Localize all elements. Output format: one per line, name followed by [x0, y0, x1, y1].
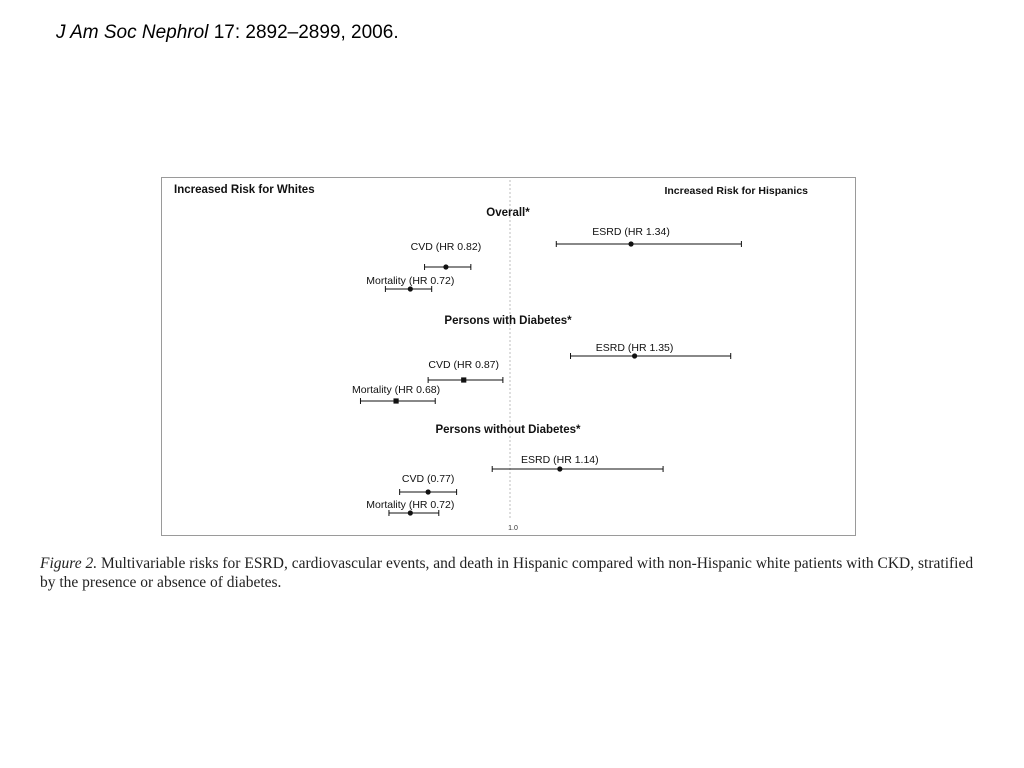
- row-label: Mortality (HR 0.68): [352, 384, 441, 396]
- hr-point: [408, 510, 413, 515]
- row-label: CVD (0.77): [401, 473, 455, 485]
- hr-point: [461, 377, 466, 382]
- left-header: Increased Risk for Whites: [174, 184, 315, 196]
- hr-point: [632, 353, 637, 358]
- row-label: Mortality (HR 0.72): [366, 275, 455, 287]
- caption-text: Multivariable risks for ESRD, cardiovascular events, and death in Hispanic compared with non-Hispanic white patients with CKD, stratified by the presence or absence of diabetes.: [40, 555, 974, 591]
- hr-point: [628, 241, 633, 246]
- figure-label: Figure 2.: [40, 555, 98, 572]
- citation-details: 17: 2892–2899, 2006.: [208, 22, 399, 43]
- row-label: CVD (HR 0.82): [410, 241, 482, 253]
- row-label: ESRD (HR 1.34): [592, 226, 670, 238]
- citation-journal: J Am Soc Nephrol: [56, 22, 209, 43]
- plot-marks: [352, 207, 741, 516]
- right-header: Increased Risk for Hispanics: [664, 185, 808, 197]
- hr-point: [443, 264, 448, 269]
- hr-point: [426, 489, 431, 494]
- row-label: CVD (HR 0.87): [428, 359, 500, 371]
- hr-point: [557, 466, 562, 471]
- hr-point: [408, 286, 413, 291]
- group-title: Overall*: [486, 207, 530, 219]
- hr-point: [393, 398, 398, 403]
- row-label: ESRD (HR 1.14): [521, 454, 599, 466]
- group-title: Persons without Diabetes*: [435, 424, 581, 436]
- reference-tick-label: 1.0: [508, 525, 518, 532]
- row-label: Mortality (HR 0.72): [366, 499, 455, 511]
- group-title: Persons with Diabetes*: [444, 315, 572, 327]
- figure-caption: [40, 554, 990, 592]
- row-label: ESRD (HR 1.35): [595, 342, 674, 354]
